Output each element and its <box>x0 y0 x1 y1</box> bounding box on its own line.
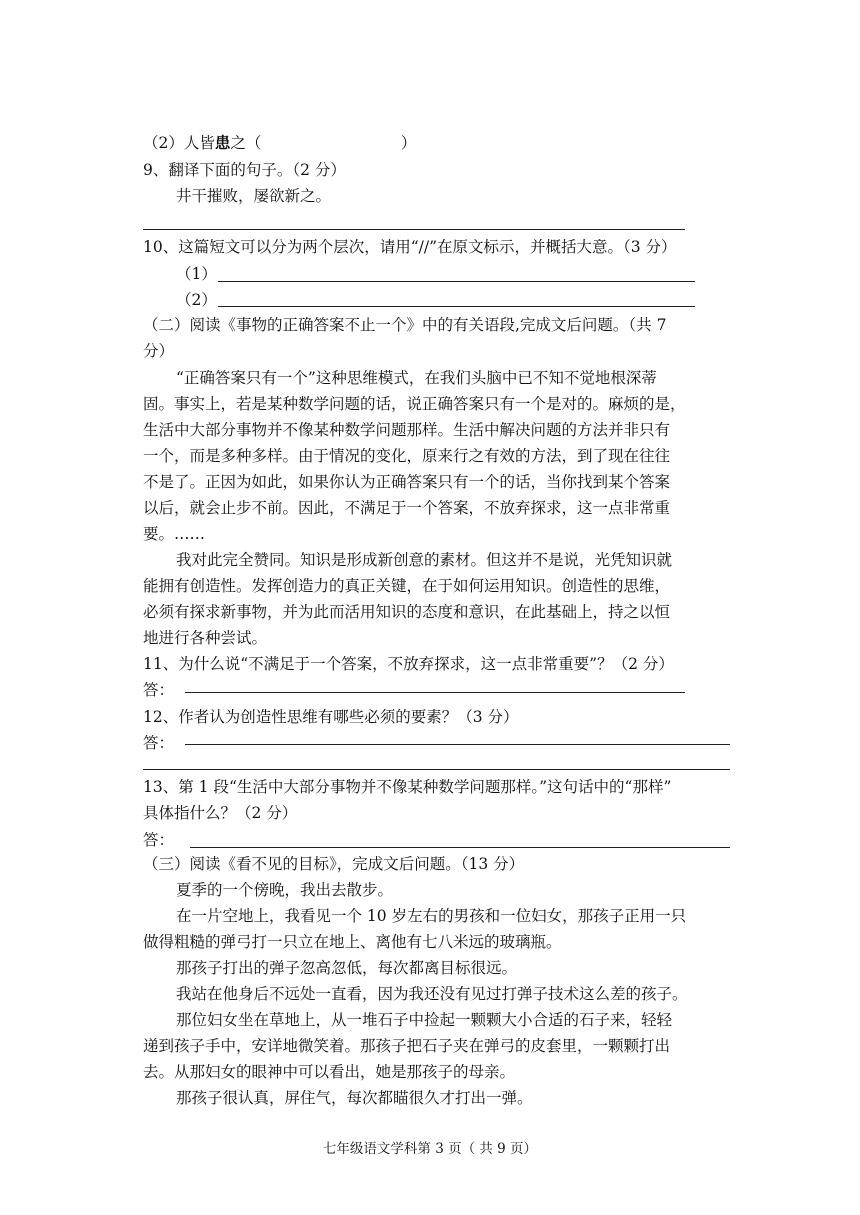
q11-answer-label: 答： <box>143 681 175 699</box>
passage-3-line: 我站在他身后不远处一直看，因为我还没有见过打弹子技术这么差的孩子。 <box>176 985 688 1003</box>
passage-2-line: 要。…… <box>143 525 206 543</box>
q9-answer-line <box>143 229 685 230</box>
q11-answer-line <box>185 692 685 693</box>
passage-3-line: 那孩子打出的弹子忽高忽低，每次都离目标很远。 <box>176 959 518 977</box>
q9-title: 9、翻译下面的句子。（2 分） <box>143 161 346 179</box>
q12-answer-line-1 <box>185 744 730 745</box>
q10-item-1-label: （1） <box>176 265 217 283</box>
passage-2-line: 不是了。正因为如此，如果你认为正确答案只有一个的话，当你找到某个答案 <box>143 473 671 491</box>
section-3-title: （三）阅读《看不见的目标》，完成文后问题。（13 分） <box>143 855 525 873</box>
section-2-title: （二）阅读《事物的正确答案不止一个》中的有关语段,完成文后问题。（共 7 <box>143 316 667 334</box>
passage-2-line: 必须有探求新事物，并为此而活用知识的态度和意识，在此基础上，持之以恒 <box>143 603 671 621</box>
q13-title-cont: 具体指什么？（2 分） <box>143 804 298 822</box>
q12-answer-label: 答： <box>143 734 175 752</box>
q13-answer-line <box>190 847 730 848</box>
passage-2-line: 以后，就会止步不前。因此，不满足于一个答案，不放弃探求，这一点非常重 <box>143 499 671 517</box>
section-2-title-cont: 分） <box>143 342 175 360</box>
q12-title: 12、作者认为创造性思维有哪些必须的要素？（3 分） <box>143 708 519 726</box>
passage-2-line: 能拥有创造性。发挥创造力的真正关键，在于如何运用知识。创造性的思维， <box>143 577 671 595</box>
q8-item-2-text-a: （2）人皆 <box>143 134 215 152</box>
passage-3-line: 那位妇女坐在草地上，从一堆石子中捡起一颗颗大小合适的石子来，轻轻 <box>176 1011 673 1029</box>
passage-2-line: 固。事实上，若是某种数学问题的话，说正确答案只有一个是对的。麻烦的是， <box>143 395 686 413</box>
passage-2-line: 生活中大部分事物并不像某种数学问题那样。生活中解决问题的方法并非只有 <box>143 421 671 439</box>
passage-3-line: 那孩子很认真，屏住气，每次都瞄很久才打出一弹。 <box>176 1089 533 1107</box>
q10-item-1-line <box>218 281 695 282</box>
passage-3-line: 去。从那妇女的眼神中可以看出，她是那孩子的母亲。 <box>143 1063 516 1081</box>
page-footer: 七年级语文学科第 3 页（ 共 9 页） <box>322 1141 538 1157</box>
passage-2-line: 一个，而是多种多样。由于情况的变化，原来行之有效的方法，到了现在往往 <box>143 447 671 465</box>
q8-item-2 <box>143 132 416 154</box>
q9-sentence: 井干摧败，屡欲新之。 <box>176 187 332 205</box>
passage-3-line: 夏季的一个傍晚，我出去散步。 <box>176 881 394 899</box>
q13-title: 13、第 1 段“生活中大部分事物并不像某种数学问题那样。”这句话中的“那样” <box>143 778 672 796</box>
passage-2-line: 我对此完全赞同。知识是形成新创意的素材。但这并不是说，光凭知识就 <box>176 551 673 569</box>
q11-title: 11、为什么说“不满足于一个答案，不放弃探求，这一点非常重要”？（2 分） <box>143 655 674 673</box>
passage-3-line: 递到孩子手中，安详地微笑着。那孩子把石子夹在弹弓的皮套里，一颗颗打出 <box>143 1037 671 1055</box>
passage-2-line: 地进行各种尝试。 <box>143 629 268 647</box>
q8-item-2-bold-char: 患 <box>214 133 231 152</box>
passage-3-line: 在一片空地上，我看见一个 10 岁左右的男孩和一位妇女，那孩子正用一只 <box>176 907 687 925</box>
q10-item-2-label: （2） <box>176 291 217 309</box>
passage-3-line: 做得粗糙的弹弓打一只立在地上、离他有七八米远的玻璃瓶。 <box>143 933 562 951</box>
q10-item-2-line <box>218 306 695 307</box>
q12-answer-line-2 <box>143 769 730 770</box>
q10-title: 10、这篇短文可以分为两个层次，请用“//”在原文标示，并概括大意。（3 分） <box>143 238 677 256</box>
q8-item-2-text-c: 之（ ） <box>230 134 417 152</box>
passage-2-line: “正确答案只有一个”这种思维模式，在我们头脑中已不知不觉地根深蒂 <box>176 369 657 387</box>
q13-answer-label: 答： <box>143 831 175 849</box>
